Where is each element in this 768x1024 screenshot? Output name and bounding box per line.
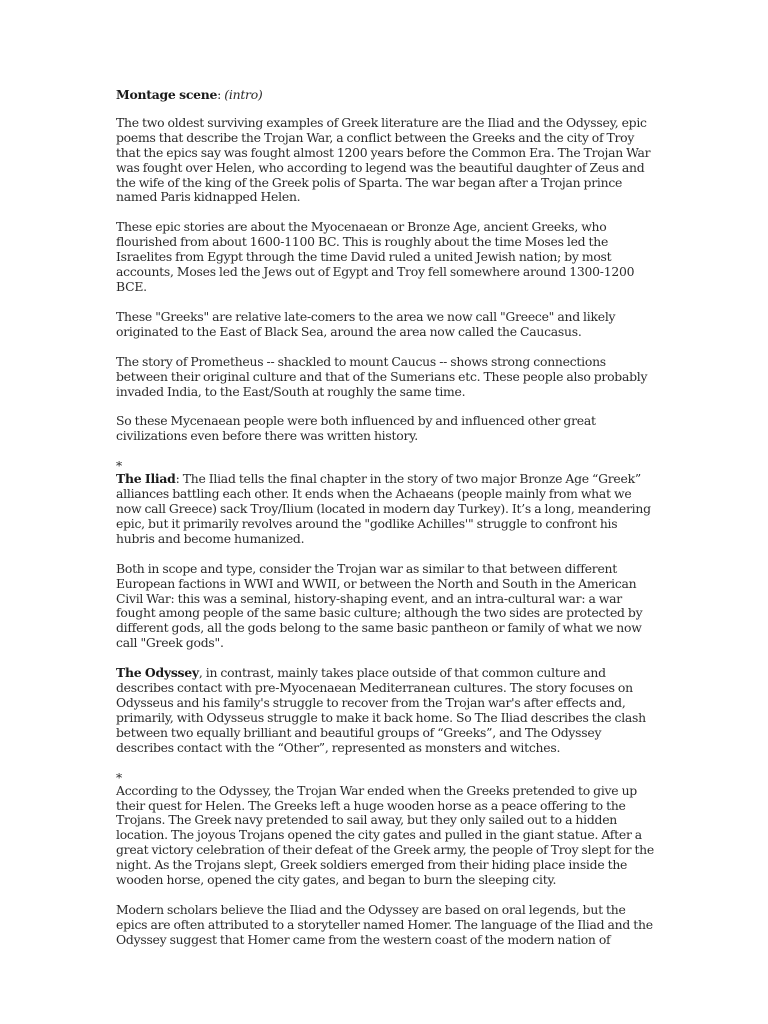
paragraph-mycenaean-influence: So these Mycenaean people were both influenced by and influenced other great civilizations even before there was written history. [116, 413, 596, 444]
paragraph-homer: Modern scholars believe the Iliad and the Odyssey are based on oral legends, but the epics are often attributed to a storyteller named Homer. The language of the Iliad and the Odyssey suggest that Homer came from the western coast of the modern nation of [116, 901, 653, 947]
paragraph-intro: The two oldest surviving examples of Greek literature are the Iliad and the Odyssey, epic poems that describe the Trojan War, a conflict between the Greeks and the city of Troy that the epics say was fought almost 1200 years before the Common Era. The Trojan War was fought over Helen, who according to legend was the beautiful daughter of Zeus and the wife of the king of the Greek polis of Sparta. The war began after a Trojan prince named Paris kidnapped Helen. [116, 114, 651, 205]
paragraph-greeks-origin: These "Greeks" are relative late-comers to the area we now call "Greece" and likely originated to the East of Black Sea, around the area now called the Caucasus. [116, 308, 616, 339]
iliad-colon: : [175, 471, 180, 487]
section-separator: * [116, 458, 122, 474]
odyssey-section [116, 666, 658, 755]
paragraph-prometheus: The story of Prometheus -- shackled to mount Caucus -- shows strong connections between their original culture and that of the Sumerians etc. These people also probably invaded India, to the East/South at roughly the same time. [116, 353, 648, 399]
document-body [116, 88, 658, 963]
paragraph-trojan-horse: According to the Odyssey, the Trojan War ended when the Greeks pretended to give up their quest for Helen. The Greeks left a huge wooden horse as a peace offering to the Trojans. The Greek navy pretended to sail away, but they only sailed out to a hidden location. The joyous Trojans opened the city gates and pulled in the giant statue. After a great victory celebration of their defeat of the Greek army, the people of Troy slept for the night. As the Trojans slept, Greek soldiers emerged from their hiding place inside the wooden horse, opened the city gates, and began to burn the sleeping city. [116, 782, 654, 888]
iliad-section [116, 459, 658, 547]
montage-colon: : [217, 87, 222, 102]
paragraph-myocenaean: These epic stories are about the Myocenaean or Bronze Age, ancient Greeks, who flourished from about 1600-1100 BC. This is roughly about the time Moses led the Israelites from Egypt through the time David ruled a united Jewish nation; by most accounts, Moses led the Jews out of Egypt and Troy fell somewhere around 1300-1200 BCE. [116, 219, 635, 294]
paragraph-scope-and-type: Both in scope and type, consider the Trojan war as similar to that between different European factions in WWI and WWII, or between the North and South in the American Civil War: this was a seminal, history-shaping event, and an intra-cultural war: a war fought among people of the same basic culture; although the two sides are protected by different gods, all the gods belong to the same basic pantheon or family of what we now call "Greek gods". [116, 560, 643, 651]
montage-tag: (intro) [224, 87, 263, 102]
odyssey-title: The Odyssey [116, 665, 199, 681]
montage-heading [116, 88, 658, 103]
montage-label: Montage scene [116, 87, 218, 102]
odyssey-text: , in contrast, mainly takes place outside of that common culture and describes contact with pre-Myocenaean Mediterranean cultures. The story focuses on Odysseus and his family's struggle to recover from the Trojan war's after effects and, primarily, with Odysseus struggle to make it back home. So The Iliad describes the clash between two equally brilliant and beautiful groups of “Greeks”, and The Odyssey describes contact with the “Other”, represented as monsters and witches. [116, 665, 646, 755]
section-separator: * [116, 769, 122, 785]
iliad-title: The Iliad [116, 471, 176, 487]
trojan-horse-section [116, 771, 658, 888]
iliad-text: The Iliad tells the final chapter in the story of two major Bronze Age “Greek” alliances battling each other. It ends when the Achaeans (people mainly from what we now call Greece) sack Troy/Ilium (located in modern day Turkey). It’s a long, meandering epic, but it primarily revolves around the "godlike Achilles'" struggle to confront his hubris and become humanized. [116, 471, 651, 546]
